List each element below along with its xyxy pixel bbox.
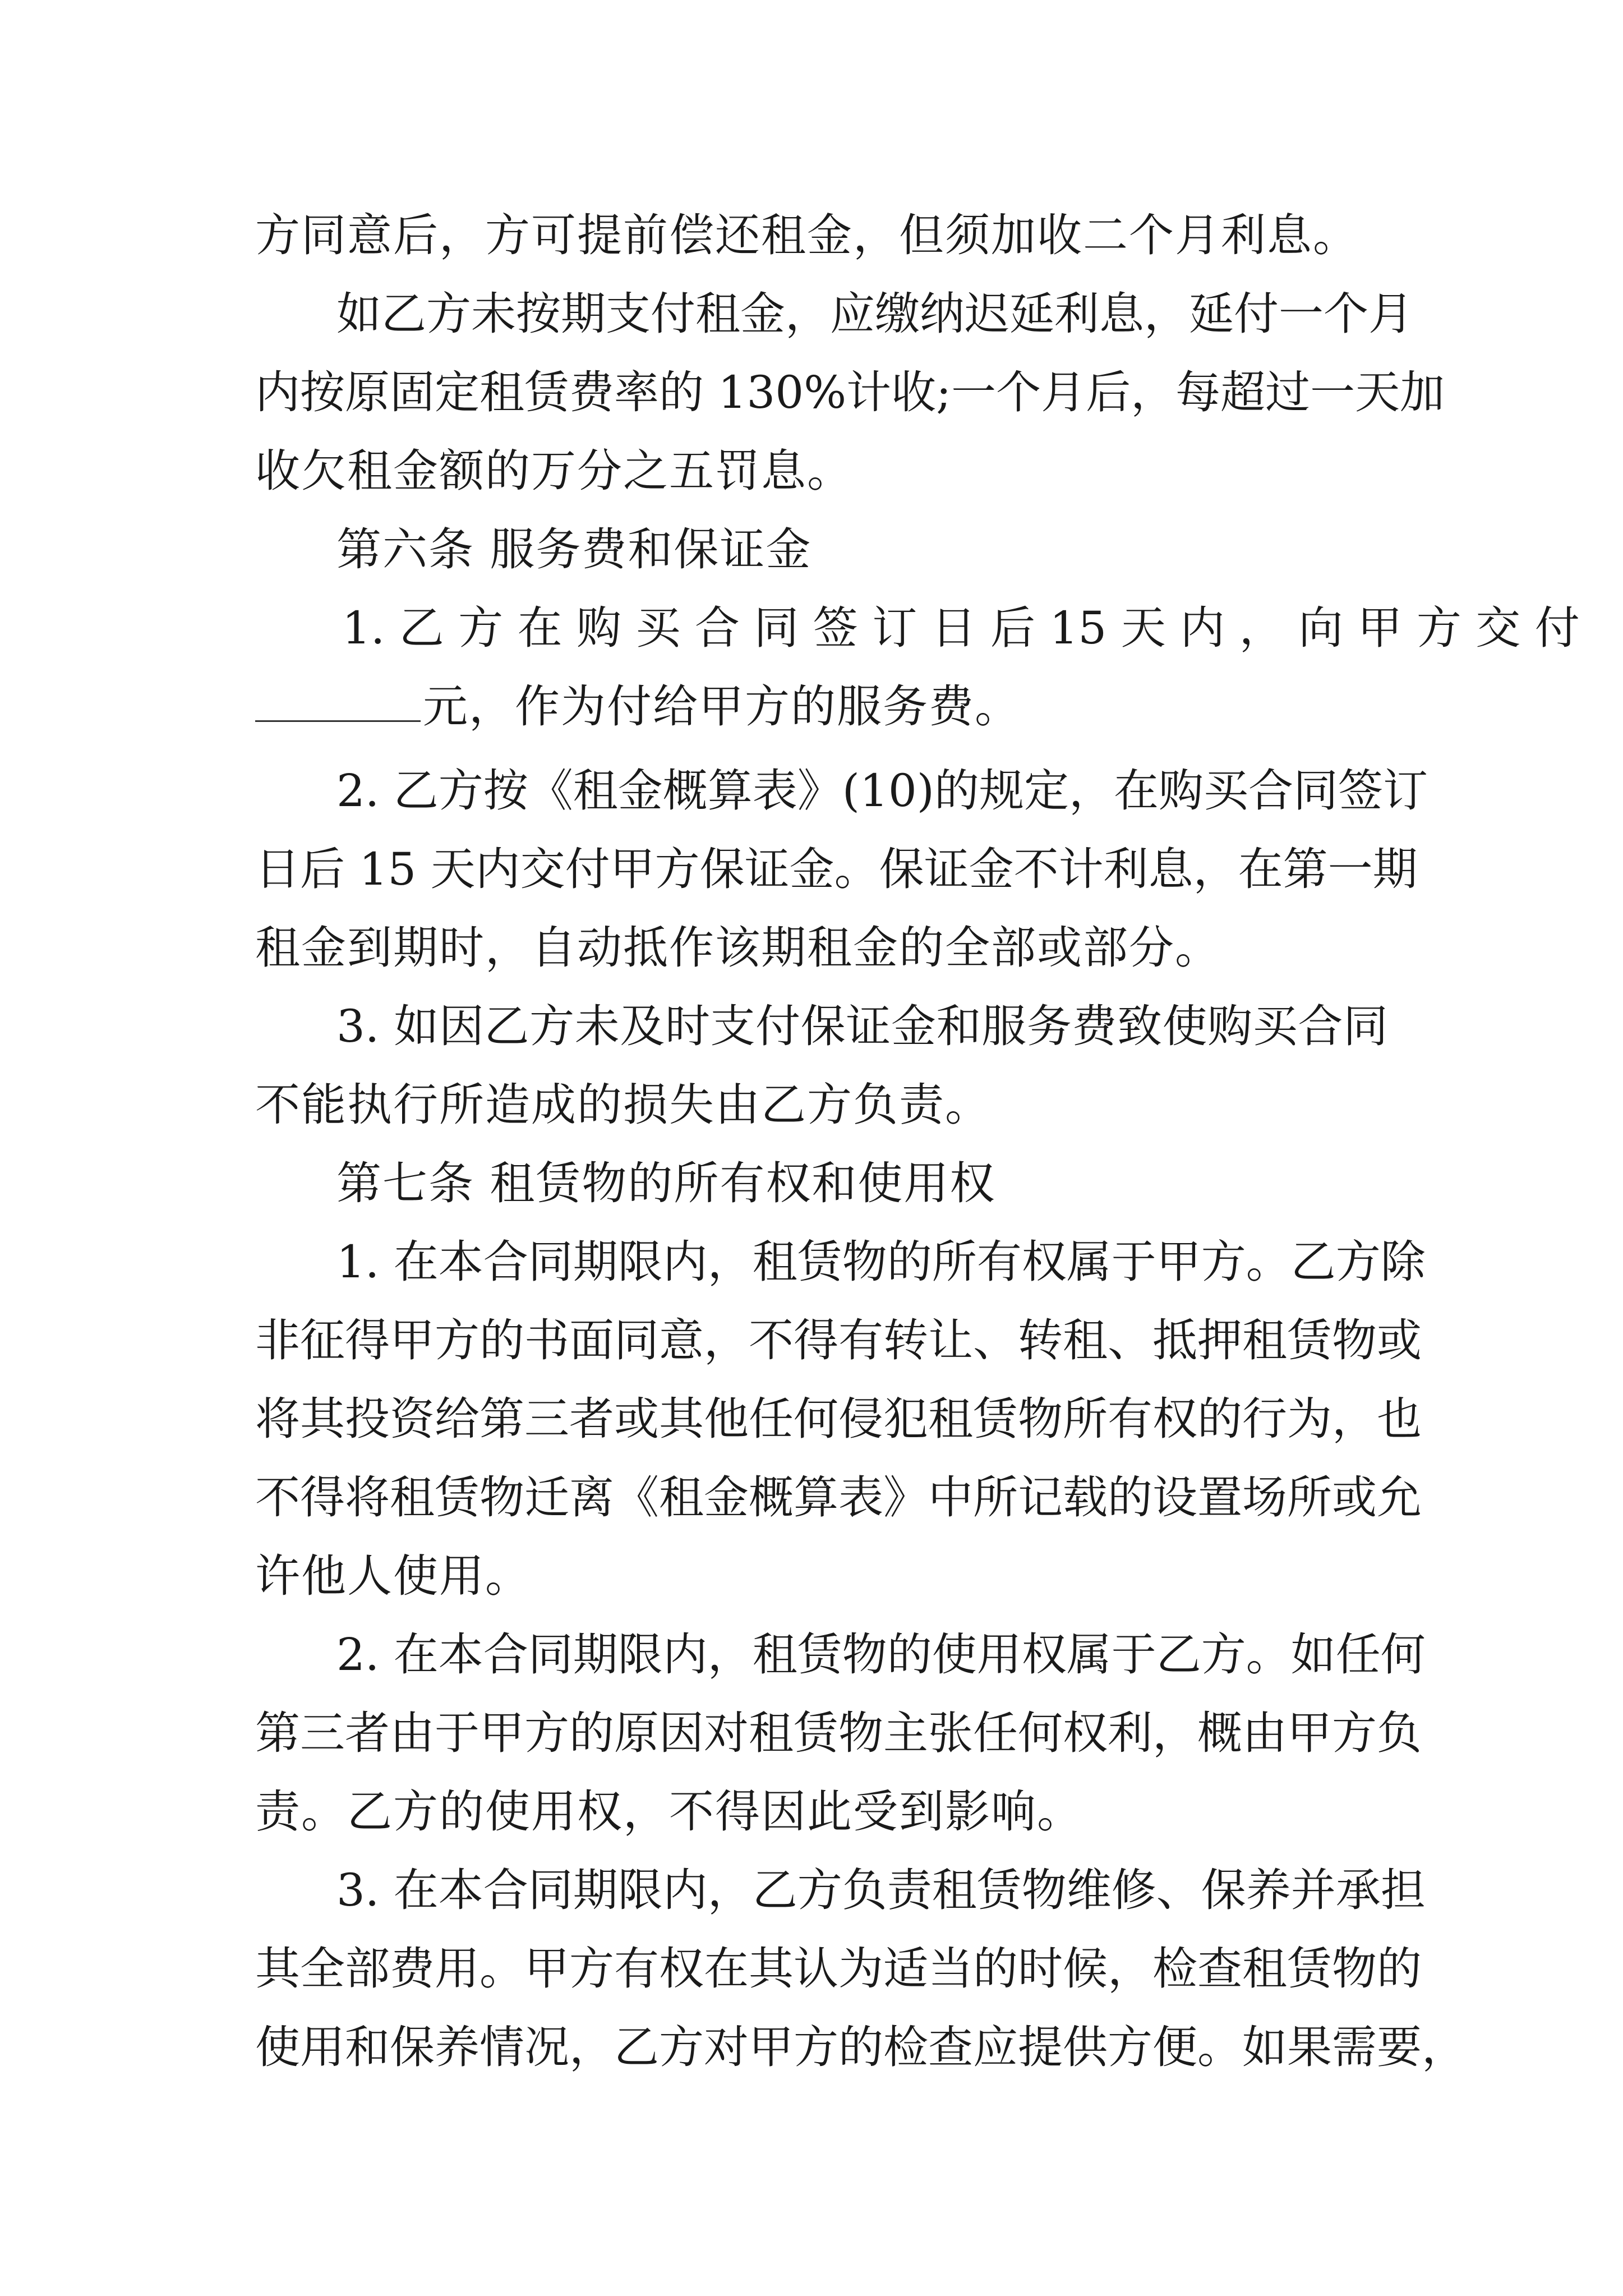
text-line: 第三者由于甲方的原因对租赁物主张任何权利，概由甲方负 — [255, 1707, 1422, 1759]
text-line: 如乙方未按期支付租金，应缴纳迟延利息，延付一个月 — [336, 288, 1413, 340]
text-line-with-blank — [255, 676, 1388, 738]
section-heading: 第六条 服务费和保证金 — [336, 523, 812, 576]
section-heading: 第七条 租赁物的所有权和使用权 — [336, 1157, 996, 1209]
text-line: 1. 在本合同期限内，租赁物的所有权属于甲方。乙方除 — [336, 1236, 1426, 1288]
text-line: 日后 15 天内交付甲方保证金。保证金不计利息，在第一期 — [255, 843, 1418, 895]
text-line: 方同意后，方可提前偿还租金，但须加收二个月利息。 — [255, 209, 1359, 261]
text-line: 2. 乙方按《租金概算表》(10)的规定，在购买合同签订 — [336, 765, 1428, 817]
text-line: 将其投资给第三者或其他任何侵犯租赁物所有权的行为，也 — [255, 1393, 1422, 1445]
text-line: 非征得甲方的书面同意，不得有转让、转租、抵押租赁物或 — [255, 1314, 1422, 1366]
text-line: 其全部费用。甲方有权在其认为适当的时候，检查租赁物的 — [255, 1943, 1422, 1995]
text-line: 1. 乙 方 在 购 买 合 同 签 订 日 后 15 天 内 ， 向 甲 方 交 付 — [342, 602, 1580, 654]
text-line: 收欠租金额的万分之五罚息。 — [255, 445, 853, 497]
text-line: 许他人使用。 — [255, 1550, 531, 1602]
text-line: 责。乙方的使用权，不得因此受到影响。 — [255, 1786, 1083, 1838]
text-line: 2. 在本合同期限内，租赁物的使用权属于乙方。如任何 — [336, 1628, 1426, 1681]
text-fragment: 元，作为付给甲方的服务费。 — [423, 680, 1021, 733]
text-line: 不能执行所造成的损失由乙方负责。 — [255, 1079, 991, 1131]
text-line: 租金到期时，自动抵作该期租金的全部或部分。 — [255, 922, 1221, 974]
text-line: 3. 如因乙方未及时支付保证金和服务费致使购买合同 — [336, 1000, 1388, 1052]
text-line: 使用和保养情况，乙方对甲方的检查应提供方便。如果需要， — [255, 2021, 1467, 2073]
text-line: 内按原固定租赁费率的 130%计收;一个月后，每超过一天加 — [255, 366, 1445, 418]
text-line: 不得将租赁物迁离《租金概算表》中所记载的设置场所或允 — [255, 1471, 1422, 1524]
text-line: 3. 在本合同期限内，乙方负责租赁物维修、保养并承担 — [336, 1864, 1426, 1916]
fill-in-blank — [255, 681, 421, 722]
